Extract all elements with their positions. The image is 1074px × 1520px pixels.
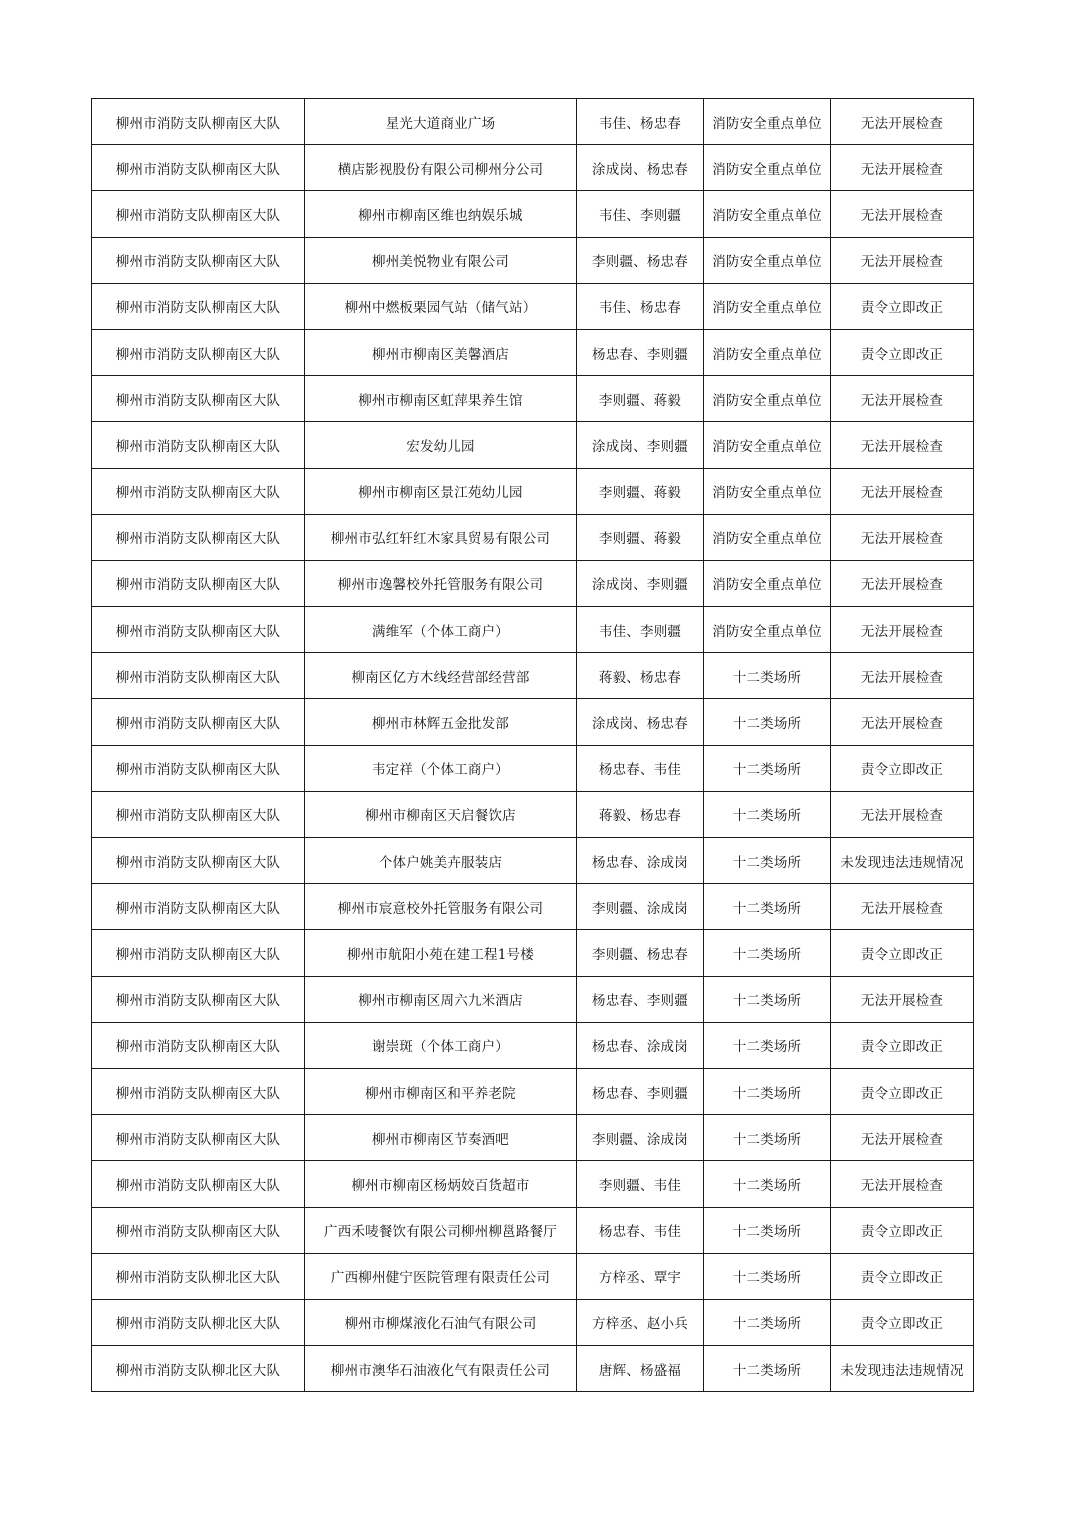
table-body xyxy=(92,99,974,1392)
table-row xyxy=(92,283,974,329)
inspectors-cell: 韦佳、杨忠春 xyxy=(577,283,704,329)
category-cell: 十二类场所 xyxy=(704,884,831,930)
inspectors-cell: 李则疆、韦佳 xyxy=(577,1161,704,1207)
unit-name-cell: 柳州市航阳小苑在建工程1号楼 xyxy=(305,930,577,976)
category-cell: 十二类场所 xyxy=(704,791,831,837)
unit-name-cell: 满维军（个体工商户） xyxy=(305,607,577,653)
unit-name-cell: 柳州市柳煤液化石油气有限公司 xyxy=(305,1299,577,1345)
unit-name-cell: 柳南区亿方木线经营部经营部 xyxy=(305,653,577,699)
brigade-cell: 柳州市消防支队柳南区大队 xyxy=(92,99,305,145)
brigade-cell: 柳州市消防支队柳北区大队 xyxy=(92,1346,305,1392)
result-cell: 无法开展检查 xyxy=(831,699,974,745)
unit-name-cell: 广西柳州健宁医院管理有限责任公司 xyxy=(305,1253,577,1299)
table-row xyxy=(92,1068,974,1114)
brigade-cell: 柳州市消防支队柳南区大队 xyxy=(92,1161,305,1207)
inspectors-cell: 李则疆、涂成岗 xyxy=(577,884,704,930)
category-cell: 十二类场所 xyxy=(704,699,831,745)
brigade-cell: 柳州市消防支队柳南区大队 xyxy=(92,838,305,884)
inspectors-cell: 李则疆、蒋毅 xyxy=(577,514,704,560)
inspectors-cell: 韦佳、李则疆 xyxy=(577,607,704,653)
unit-name-cell: 柳州市柳南区虹萍果养生馆 xyxy=(305,376,577,422)
result-cell: 无法开展检查 xyxy=(831,791,974,837)
brigade-cell: 柳州市消防支队柳南区大队 xyxy=(92,699,305,745)
brigade-cell: 柳州市消防支队柳北区大队 xyxy=(92,1253,305,1299)
unit-name-cell: 柳州中燃板栗园气站（储气站） xyxy=(305,283,577,329)
table-row xyxy=(92,560,974,606)
result-cell: 无法开展检查 xyxy=(831,237,974,283)
result-cell: 无法开展检查 xyxy=(831,145,974,191)
result-cell: 责令立即改正 xyxy=(831,1022,974,1068)
table-row xyxy=(92,329,974,375)
category-cell: 消防安全重点单位 xyxy=(704,514,831,560)
category-cell: 消防安全重点单位 xyxy=(704,329,831,375)
brigade-cell: 柳州市消防支队柳南区大队 xyxy=(92,283,305,329)
unit-name-cell: 韦定祥（个体工商户） xyxy=(305,745,577,791)
inspectors-cell: 涂成岗、杨忠春 xyxy=(577,145,704,191)
table-row xyxy=(92,838,974,884)
result-cell: 未发现违法违规情况 xyxy=(831,838,974,884)
inspectors-cell: 涂成岗、杨忠春 xyxy=(577,699,704,745)
result-cell: 无法开展检查 xyxy=(831,468,974,514)
table-row xyxy=(92,237,974,283)
brigade-cell: 柳州市消防支队柳南区大队 xyxy=(92,1068,305,1114)
category-cell: 十二类场所 xyxy=(704,1299,831,1345)
inspectors-cell: 杨忠春、涂成岗 xyxy=(577,1022,704,1068)
brigade-cell: 柳州市消防支队柳南区大队 xyxy=(92,514,305,560)
result-cell: 无法开展检查 xyxy=(831,422,974,468)
inspectors-cell: 涂成岗、李则疆 xyxy=(577,422,704,468)
category-cell: 消防安全重点单位 xyxy=(704,422,831,468)
result-cell: 无法开展检查 xyxy=(831,1161,974,1207)
unit-name-cell: 广西禾唛餐饮有限公司柳州柳邕路餐厅 xyxy=(305,1207,577,1253)
result-cell: 无法开展检查 xyxy=(831,514,974,560)
result-cell: 无法开展检查 xyxy=(831,99,974,145)
category-cell: 消防安全重点单位 xyxy=(704,560,831,606)
table-row xyxy=(92,745,974,791)
brigade-cell: 柳州市消防支队柳南区大队 xyxy=(92,237,305,283)
unit-name-cell: 谢崇斑（个体工商户） xyxy=(305,1022,577,1068)
brigade-cell: 柳州市消防支队柳南区大队 xyxy=(92,976,305,1022)
unit-name-cell: 柳州市宸意校外托管服务有限公司 xyxy=(305,884,577,930)
unit-name-cell: 个体户姚美卉服装店 xyxy=(305,838,577,884)
inspectors-cell: 唐辉、杨盛福 xyxy=(577,1346,704,1392)
result-cell: 无法开展检查 xyxy=(831,1115,974,1161)
unit-name-cell: 宏发幼儿园 xyxy=(305,422,577,468)
inspectors-cell: 杨忠春、李则疆 xyxy=(577,976,704,1022)
result-cell: 无法开展检查 xyxy=(831,976,974,1022)
inspectors-cell: 李则疆、杨忠春 xyxy=(577,237,704,283)
unit-name-cell: 柳州市柳南区和平养老院 xyxy=(305,1068,577,1114)
unit-name-cell: 柳州市柳南区周六九米酒店 xyxy=(305,976,577,1022)
unit-name-cell: 柳州市澳华石油液化气有限责任公司 xyxy=(305,1346,577,1392)
result-cell: 责令立即改正 xyxy=(831,1207,974,1253)
inspectors-cell: 李则疆、涂成岗 xyxy=(577,1115,704,1161)
table-row xyxy=(92,653,974,699)
result-cell: 责令立即改正 xyxy=(831,1253,974,1299)
category-cell: 十二类场所 xyxy=(704,1068,831,1114)
inspection-table xyxy=(91,98,974,1392)
category-cell: 十二类场所 xyxy=(704,930,831,976)
brigade-cell: 柳州市消防支队柳南区大队 xyxy=(92,607,305,653)
category-cell: 十二类场所 xyxy=(704,1161,831,1207)
table-row xyxy=(92,607,974,653)
inspectors-cell: 李则疆、蒋毅 xyxy=(577,376,704,422)
brigade-cell: 柳州市消防支队柳南区大队 xyxy=(92,422,305,468)
unit-name-cell: 柳州美悦物业有限公司 xyxy=(305,237,577,283)
inspectors-cell: 杨忠春、李则疆 xyxy=(577,329,704,375)
category-cell: 消防安全重点单位 xyxy=(704,376,831,422)
table-row xyxy=(92,699,974,745)
result-cell: 责令立即改正 xyxy=(831,1068,974,1114)
unit-name-cell: 柳州市柳南区景江苑幼儿园 xyxy=(305,468,577,514)
unit-name-cell: 柳州市柳南区维也纳娱乐城 xyxy=(305,191,577,237)
category-cell: 消防安全重点单位 xyxy=(704,99,831,145)
category-cell: 十二类场所 xyxy=(704,653,831,699)
table-row xyxy=(92,145,974,191)
table-row xyxy=(92,191,974,237)
table-row xyxy=(92,1346,974,1392)
result-cell: 无法开展检查 xyxy=(831,653,974,699)
unit-name-cell: 柳州市林辉五金批发部 xyxy=(305,699,577,745)
table-row xyxy=(92,514,974,560)
result-cell: 责令立即改正 xyxy=(831,329,974,375)
table-row xyxy=(92,376,974,422)
inspectors-cell: 方梓丞、赵小兵 xyxy=(577,1299,704,1345)
inspectors-cell: 蒋毅、杨忠春 xyxy=(577,653,704,699)
category-cell: 十二类场所 xyxy=(704,838,831,884)
inspectors-cell: 韦佳、李则疆 xyxy=(577,191,704,237)
table-row xyxy=(92,791,974,837)
result-cell: 无法开展检查 xyxy=(831,560,974,606)
brigade-cell: 柳州市消防支队柳南区大队 xyxy=(92,745,305,791)
unit-name-cell: 柳州市弘红轩红木家具贸易有限公司 xyxy=(305,514,577,560)
table-row xyxy=(92,1161,974,1207)
unit-name-cell: 星光大道商业广场 xyxy=(305,99,577,145)
brigade-cell: 柳州市消防支队柳南区大队 xyxy=(92,145,305,191)
brigade-cell: 柳州市消防支队柳南区大队 xyxy=(92,191,305,237)
table-row xyxy=(92,930,974,976)
unit-name-cell: 横店影视股份有限公司柳州分公司 xyxy=(305,145,577,191)
brigade-cell: 柳州市消防支队柳南区大队 xyxy=(92,560,305,606)
brigade-cell: 柳州市消防支队柳北区大队 xyxy=(92,1299,305,1345)
inspectors-cell: 韦佳、杨忠春 xyxy=(577,99,704,145)
brigade-cell: 柳州市消防支队柳南区大队 xyxy=(92,1022,305,1068)
unit-name-cell: 柳州市逸馨校外托管服务有限公司 xyxy=(305,560,577,606)
category-cell: 十二类场所 xyxy=(704,745,831,791)
category-cell: 十二类场所 xyxy=(704,976,831,1022)
brigade-cell: 柳州市消防支队柳南区大队 xyxy=(92,376,305,422)
category-cell: 十二类场所 xyxy=(704,1253,831,1299)
table-row xyxy=(92,884,974,930)
table-row xyxy=(92,1253,974,1299)
category-cell: 十二类场所 xyxy=(704,1207,831,1253)
result-cell: 无法开展检查 xyxy=(831,607,974,653)
result-cell: 责令立即改正 xyxy=(831,745,974,791)
category-cell: 十二类场所 xyxy=(704,1115,831,1161)
table-row xyxy=(92,1115,974,1161)
inspectors-cell: 杨忠春、涂成岗 xyxy=(577,838,704,884)
table-row xyxy=(92,468,974,514)
brigade-cell: 柳州市消防支队柳南区大队 xyxy=(92,1207,305,1253)
inspectors-cell: 杨忠春、韦佳 xyxy=(577,1207,704,1253)
result-cell: 无法开展检查 xyxy=(831,884,974,930)
inspectors-cell: 方梓丞、覃宇 xyxy=(577,1253,704,1299)
unit-name-cell: 柳州市柳南区美馨酒店 xyxy=(305,329,577,375)
table-row xyxy=(92,1022,974,1068)
table-row xyxy=(92,422,974,468)
category-cell: 消防安全重点单位 xyxy=(704,191,831,237)
table-row xyxy=(92,976,974,1022)
result-cell: 无法开展检查 xyxy=(831,376,974,422)
inspectors-cell: 李则疆、蒋毅 xyxy=(577,468,704,514)
inspectors-cell: 杨忠春、韦佳 xyxy=(577,745,704,791)
category-cell: 消防安全重点单位 xyxy=(704,237,831,283)
unit-name-cell: 柳州市柳南区节奏酒吧 xyxy=(305,1115,577,1161)
category-cell: 消防安全重点单位 xyxy=(704,468,831,514)
unit-name-cell: 柳州市柳南区杨炳姣百货超市 xyxy=(305,1161,577,1207)
brigade-cell: 柳州市消防支队柳南区大队 xyxy=(92,1115,305,1161)
result-cell: 无法开展检查 xyxy=(831,191,974,237)
brigade-cell: 柳州市消防支队柳南区大队 xyxy=(92,468,305,514)
brigade-cell: 柳州市消防支队柳南区大队 xyxy=(92,791,305,837)
brigade-cell: 柳州市消防支队柳南区大队 xyxy=(92,930,305,976)
result-cell: 未发现违法违规情况 xyxy=(831,1346,974,1392)
inspectors-cell: 李则疆、杨忠春 xyxy=(577,930,704,976)
category-cell: 十二类场所 xyxy=(704,1022,831,1068)
table-row xyxy=(92,1207,974,1253)
inspectors-cell: 杨忠春、李则疆 xyxy=(577,1068,704,1114)
inspectors-cell: 涂成岗、李则疆 xyxy=(577,560,704,606)
brigade-cell: 柳州市消防支队柳南区大队 xyxy=(92,653,305,699)
brigade-cell: 柳州市消防支队柳南区大队 xyxy=(92,329,305,375)
unit-name-cell: 柳州市柳南区天启餐饮店 xyxy=(305,791,577,837)
category-cell: 消防安全重点单位 xyxy=(704,145,831,191)
result-cell: 责令立即改正 xyxy=(831,1299,974,1345)
result-cell: 责令立即改正 xyxy=(831,930,974,976)
result-cell: 责令立即改正 xyxy=(831,283,974,329)
table-row xyxy=(92,99,974,145)
brigade-cell: 柳州市消防支队柳南区大队 xyxy=(92,884,305,930)
category-cell: 消防安全重点单位 xyxy=(704,283,831,329)
category-cell: 消防安全重点单位 xyxy=(704,607,831,653)
table-row xyxy=(92,1299,974,1345)
category-cell: 十二类场所 xyxy=(704,1346,831,1392)
inspectors-cell: 蒋毅、杨忠春 xyxy=(577,791,704,837)
